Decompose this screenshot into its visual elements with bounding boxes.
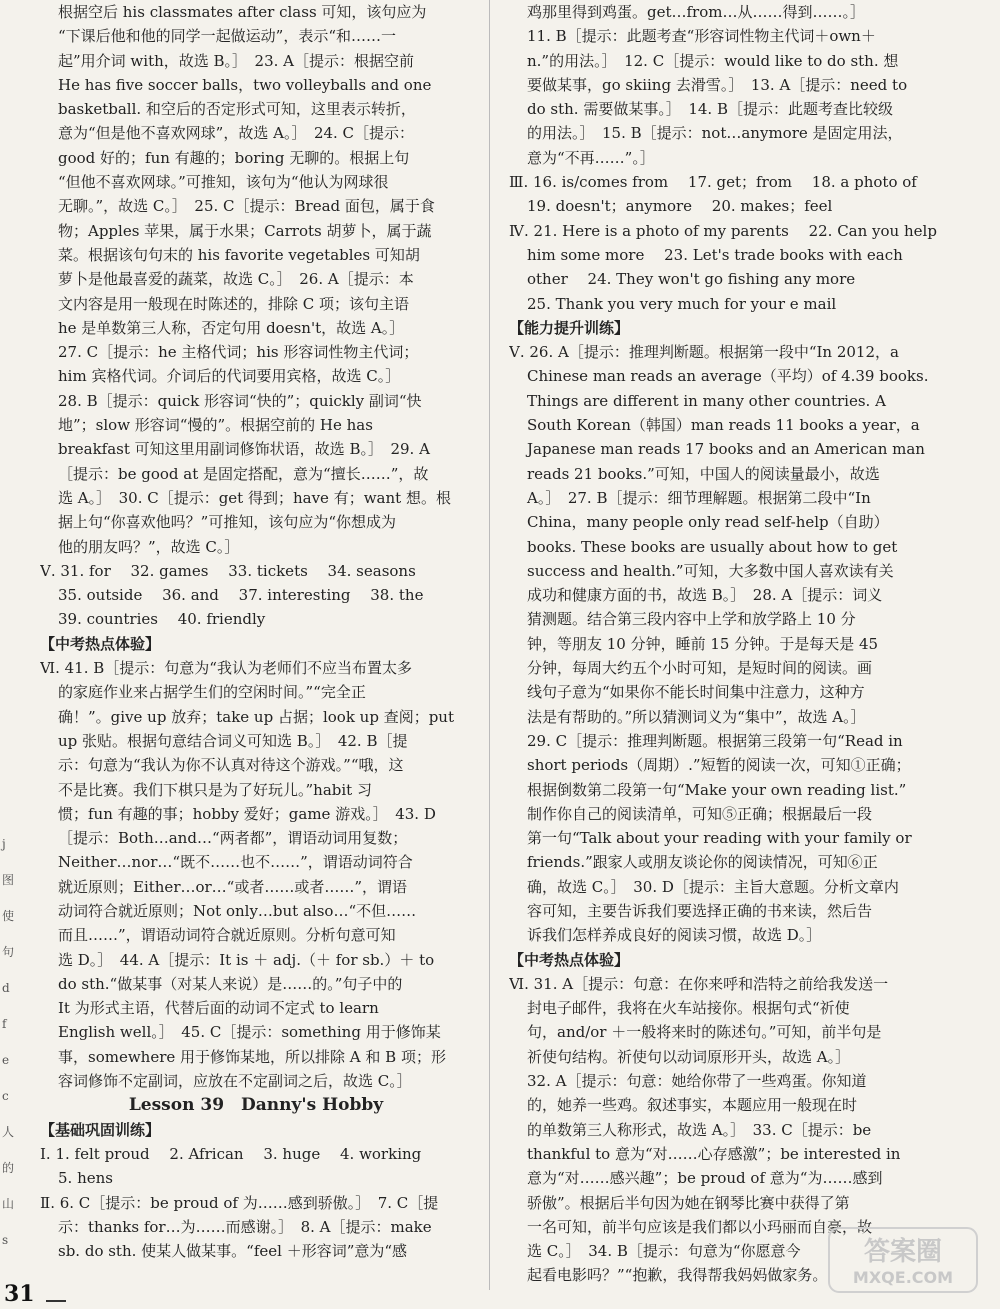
text-line: 示：thanks for…为……而感谢。］ 8. A［提示：make [58,1217,432,1236]
text-line: 萝卜是他最喜爱的蔬菜，故选 C。］ 26. A［提示：本 [58,270,414,289]
section-heading: 【中考热点体验】 [509,950,630,969]
text-line: 32. A［提示：句意：她给你带了一些鸡蛋。你知道 [527,1072,867,1091]
text-line: 意为“不再……”。］ [527,148,655,167]
text-line: 起看电影吗？”“抱歉，我得帮我妈妈做家务。 [527,1266,828,1285]
text-line: A。］ 27. B［提示：细节理解题。根据第二段中“In [527,488,871,507]
text-line: n.”的用法。］ 12. C［提示：would like to do sth. 想 [527,51,899,70]
edge-fragment: s [2,1233,9,1247]
edge-fragment: d [2,981,10,995]
edge-fragment: 人 [2,1125,15,1139]
edge-fragment: 使 [2,909,15,923]
text-line: 确，故选 C。］ 30. D［提示：主旨大意题。分析文章内 [527,877,899,896]
text-line: 猜测题。结合第三段内容中上学和放学路上 10 分 [527,610,856,629]
text-line: “下课后他和他的同学一起做运动”，表示“和……一 [58,27,397,46]
text-line: breakfast 可知这里用副词修饰状语，故选 B。］ 29. A [58,440,430,459]
edge-fragment: 山 [2,1197,15,1211]
edge-fragment: e [2,1053,10,1067]
text-line: 而且……”，谓语动词符合就近原则。分析句意可知 [58,926,396,945]
text-line: 意为“但是他不喜欢网球”，故选 A。］ 24. C［提示： [58,124,415,143]
text-line: 选 A。］ 30. C［提示：get 得到；have 有；want 想。根 [58,488,451,507]
text-line: do sth. 需要做某事。］ 14. B［提示：此题考查比较级 [527,100,893,119]
text-line: 成功和健康方面的书，故选 B。］ 28. A［提示：词义 [527,586,883,605]
text-line: he 是单数第三人称，否定句用 doesn't，故选 A。］ [58,318,405,337]
text-line: 线句子意为“如果你不能长时间集中注意力，这种方 [527,683,865,702]
text-line: success and health.”可知，大多数中国人喜欢读有关 [527,561,894,580]
text-line: him some more 23. Let's trade books with each [527,245,903,264]
text-line: books. These books are usually about how to get [527,537,898,556]
edge-fragment: 图 [2,873,15,887]
text-line: Ⅱ. 6. C［提示：be proud of 为……感到骄傲。］ 7. C［提 [40,1193,439,1212]
section-heading: 【能力提升训练】 [509,318,630,337]
text-line: 根据空后 his classmates after class 可知，该句应为 [58,3,427,21]
text-line: 诉我们怎样养成良好的阅读习惯，故选 D。］ [527,926,822,945]
text-line: 封电子邮件，我将在火车站接你。根据句式“祈使 [527,999,850,1018]
page-number: 31 [4,1281,35,1307]
text-line: short periods（周期）.”短暂的阅读一次，可知①正确； [527,756,911,775]
text-line: 鸡那里得到鸡蛋。get…from…从……得到……。］ [527,3,865,21]
text-line: 的单数第三人称形式，故选 A。］ 33. C［提示：be [527,1120,872,1139]
text-line: 5. hens [58,1169,113,1188]
text-line: ［提示：Both…and…“两者都”，谓语动词用复数； [58,829,408,848]
text-line: thankful to 意为“对……心存感激”；be interested in [527,1144,901,1163]
text-line: him 宾格代词。介词后的代词要用宾格，故选 C。］ [58,367,401,386]
edge-fragment: f [2,1017,7,1031]
text-line: 要做某事，go skiing 去滑雪。］ 13. A［提示：need to [527,75,908,94]
text-line: Japanese man reads 17 books and an American man [527,440,925,459]
text-line: 无聊。”，故选 C。］ 25. C［提示：Bread 面包，属于食 [58,197,435,216]
watermark-text-bottom: MXQE.COM [852,1268,954,1287]
watermark-text-top: 答案圈 [863,1237,943,1267]
page-number-rule [46,1300,66,1302]
watermark-logo [828,1227,978,1293]
text-line: 示：句意为“我认为你不认真对待这个游戏。”“哦，这 [58,756,404,775]
text-line: 的，她养一些鸡。叙述事实，本题应用一般现在时 [527,1096,858,1115]
text-line: Neither…nor…“既不……也不……”，谓语动词符合 [58,853,413,872]
text-line: 文内容是用一般现在时陈述的，排除 C 项；该句主语 [58,294,410,313]
edge-fragment: j [2,837,6,851]
text-line: 35. outside 36. and 37. interesting 38. the [58,586,424,605]
text-line: 的家庭作业来占据学生们的空闲时间。”“完全正 [58,683,366,702]
text-line: 27. C［提示：he 主格代词；his 形容词性物主代词； [58,343,419,362]
text-line: 第一句“Talk about your reading with your family or [527,829,912,848]
text-line: It 为形式主语，代替后面的动词不定式 to learn [58,999,379,1018]
text-line: 根据倒数第二段第一句“Make your own reading list.” [527,780,907,799]
text-line: 25. Thank you very much for your e mail [527,294,837,313]
text-line: Ⅳ. 21. Here is a photo of my parents 22. Can you help [509,221,937,240]
text-line: Things are different in many other countries. A [527,391,886,410]
text-line: Ⅴ. 26. A［提示：推理判断题。根据第一段中“In 2012，a [509,343,899,362]
text-line: Ⅵ. 41. B［提示：句意为“我认为老师们不应当布置太多 [40,659,412,678]
text-line: 确！”。give up 放弃；take up 占据；look up 查阅；put [58,707,454,726]
text-line: 意为“对……感兴趣”；be proud of 意为“为……感到 [527,1169,883,1188]
text-line: 起”用介词 with，故选 B。］ 23. A［提示：根据空前 [58,51,415,70]
text-line: 选 D。］ 44. A［提示：It is ＋ adj.（＋ for sb.）＋ to [58,950,435,969]
text-line: He has five soccer balls，two volleyballs and one [58,75,432,94]
text-line: Ⅴ. 31. for 32. games 33. tickets 34. seasons [40,561,416,580]
text-line: other 24. They won't go fishing any more [527,270,856,289]
text-line: Ⅵ. 31. A［提示：句意：在你来呼和浩特之前给我发送一 [509,974,889,993]
text-line: 一名可知，前半句应该是我们都以小玛丽而自豪，故 [527,1217,873,1236]
text-line: 容可知，主要告诉我们要选择正确的书来读，然后告 [527,901,873,920]
text-line: 物；Apples 苹果，属于水果；Carrots 胡萝卜，属于蔬 [58,221,432,240]
text-line: 据上句“你喜欢他吗？”可推知，该句应为“你想成为 [58,513,397,532]
text-line: 的用法。］ 15. B［提示：not…anymore 是固定用法， [527,124,903,143]
text-line: 19. doesn't；anymore 20. makes；feel [527,197,833,216]
text-line: “但他不喜欢网球。”可推知，该句为“他认为网球很 [58,173,389,192]
text-line: 钟，等朋友 10 分钟，睡前 15 分钟。于是每天是 45 [527,634,879,653]
section-heading: 【基础巩固训练】 [40,1120,161,1139]
text-line: 动词符合就近原则；Not only…but also…“不但…… [58,901,417,920]
edge-fragment: 的 [2,1161,15,1175]
text-line: 就近原则；Either…or…“或者……或者……”，谓语 [58,877,408,896]
lesson-title: Lesson 39 Danny's Hobby [128,1095,384,1116]
text-line: Ⅰ. 1. felt proud 2. African 3. huge 4. working [40,1144,422,1163]
text-line: sb. do sth. 使某人做某事。“feel ＋形容词”意为“感 [58,1242,408,1261]
text-line: 法是有帮助的。”所以猜测词义为“集中”，故选 A。］ [527,707,866,726]
text-line: 他的朋友吗？”，故选 C。］ [58,537,240,556]
answer-column-right [509,0,961,1288]
text-line: basketball. 和空后的否定形式可知，这里表示转折， [58,100,416,119]
edge-fragment: 句 [2,945,15,959]
text-line: 29. C［提示：推理判断题。根据第三段第一句“Read in [527,731,903,750]
text-line: ［提示：be good at 是固定搭配，意为“擅长……”，故 [58,464,429,483]
text-line: 句，and/or ＋一般将来时的陈述句。”可知，前半句是 [527,1023,882,1042]
text-line: Ⅲ. 16. is/comes from 17. get；from 18. a photo of [509,173,917,192]
text-line: 事，somewhere 用于修饰某地，所以排除 A 和 B 项；形 [58,1047,446,1066]
text-line: China，many people only read self-help（自助） [527,513,889,532]
text-line: Chinese man reads an average（平均）of 4.39 books. [527,367,929,386]
text-line: 制作你自己的阅读清单，可知⑤正确；根据最后一段 [527,804,873,823]
text-line: up 张贴。根据句意结合词义可知选 B。］ 42. B［提 [58,731,408,750]
answer-column-left [40,0,472,1263]
section-heading: 【中考热点体验】 [40,634,161,653]
text-line: 地”；slow 形容词“慢的”。根据空前的 He has [58,416,373,435]
text-line: 选 C。］ 34. B［提示：句意为“你愿意今 [527,1242,801,1261]
text-line: South Korean（韩国）man reads 11 books a year，a [527,416,920,435]
edge-fragment: c [2,1089,9,1103]
text-line: 骄傲”。根据后半句因为她在钢琴比赛中获得了第 [527,1193,850,1212]
column-divider [489,0,490,1290]
text-line: 39. countries 40. friendly [58,610,266,629]
text-line: good 好的；fun 有趣的；boring 无聊的。根据上句 [58,148,410,167]
text-line: 惯；fun 有趣的事；hobby 爱好；game 游戏。］ 43. D [58,804,436,823]
text-line: English well。］ 45. C［提示：something 用于修饰某 [58,1023,441,1042]
text-line: 分钟，每周大约五个小时可知，是短时间的阅读。画 [527,659,873,678]
text-line: friends.”跟家人或朋友谈论你的阅读情况，可知⑥正 [527,853,878,872]
text-line: 11. B［提示：此题考查“形容词性物主代词＋own＋ [527,27,876,46]
text-line: 祈使句结构。祈使句以动词原形开头，故选 A。］ [527,1047,851,1066]
text-line: 28. B［提示：quick 形容词“快的”；quickly 副词“快 [58,391,422,410]
text-line: reads 21 books.”可知，中国人的阅读量最小，故选 [527,464,880,483]
text-line: do sth.“做某事（对某人来说）是……的。”句子中的 [58,974,403,993]
text-line: 容词修饰不定副词，应放在不定副词之后，故选 C。］ [58,1072,412,1091]
text-line: 菜。根据该句句末的 his favorite vegetables 可知胡 [58,245,420,264]
text-line: 不是比赛。我们下棋只是为了好玩儿。”habit 习 [58,780,372,799]
